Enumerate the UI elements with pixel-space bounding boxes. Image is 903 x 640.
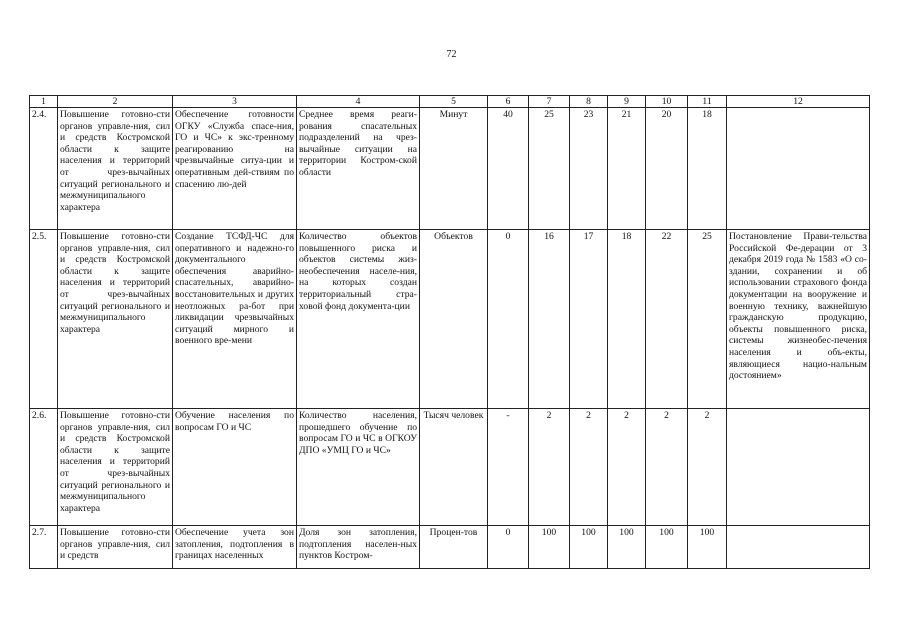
page-number: 72 xyxy=(446,49,457,60)
unit-cell: Тысяч человек xyxy=(420,409,488,526)
activity-cell: Обеспечение учета зон затопления, подтопления в границах населенных xyxy=(173,526,297,569)
header-cell: 11 xyxy=(688,96,727,108)
row-number-cell: 2.7. xyxy=(30,526,58,569)
header-cell: 4 xyxy=(297,96,420,108)
header-cell: 12 xyxy=(727,96,870,108)
value-cell: 18 xyxy=(608,230,646,409)
note-cell xyxy=(727,409,870,526)
header-cell: 7 xyxy=(529,96,570,108)
value-cell: 100 xyxy=(646,526,688,569)
value-cell: 100 xyxy=(608,526,646,569)
value-cell: 18 xyxy=(688,108,727,230)
header-cell: 8 xyxy=(570,96,608,108)
value-cell: 2 xyxy=(608,409,646,526)
value-cell: 23 xyxy=(570,108,608,230)
unit-cell: Процен-тов xyxy=(420,526,488,569)
activity-cell: Обучение населения по вопросам ГО и ЧС xyxy=(173,409,297,526)
table-row xyxy=(30,230,870,409)
header-cell: 2 xyxy=(58,96,173,108)
row-number-cell: 2.6. xyxy=(30,409,58,526)
value-cell: 2 xyxy=(646,409,688,526)
indicator-cell: Среднее время реаги-рования спасательных подразделений на чрез-вычайные ситуации на территории Костром-ской области xyxy=(297,108,420,230)
row-number-cell: 2.5. xyxy=(30,230,58,409)
task-cell: Повышение готовно-сти органов управле-ния, сил и средств xyxy=(58,526,173,569)
value-cell: 25 xyxy=(529,108,570,230)
value-cell: 0 xyxy=(488,230,529,409)
header-cell: 10 xyxy=(646,96,688,108)
activity-cell: Создание ТСФД-ЧС для оперативного и надежно-го документального обеспечения аварийно-спасательных, аварийно-восстановительных и других неотложных ра-бот при ликвидации чрезвычайных ситуаций мирного и военного вре-мени xyxy=(173,230,297,409)
indicators-table xyxy=(29,95,870,569)
value-cell: 40 xyxy=(488,108,529,230)
value-cell: 100 xyxy=(529,526,570,569)
value-cell: 100 xyxy=(688,526,727,569)
header-cell: 6 xyxy=(488,96,529,108)
value-cell: 17 xyxy=(570,230,608,409)
header-row xyxy=(30,96,870,108)
table-row xyxy=(30,108,870,230)
indicator-cell: Количество населения, прошедшего обучение по вопросам ГО и ЧС в ОГКОУ ДПО «УМЦ ГО и ЧС» xyxy=(297,409,420,526)
note-cell xyxy=(727,108,870,230)
value-cell: 0 xyxy=(488,526,529,569)
task-cell: Повышение готовно-сти органов управле-ния, сил и средств Костромской области к защите населения и территорий от чрез-вычайных ситуаций регионального и межмуниципального характера xyxy=(58,409,173,526)
value-cell: 2 xyxy=(688,409,727,526)
value-cell: 100 xyxy=(570,526,608,569)
header-cell: 5 xyxy=(420,96,488,108)
value-cell: 20 xyxy=(646,108,688,230)
value-cell: 2 xyxy=(570,409,608,526)
value-cell: 16 xyxy=(529,230,570,409)
value-cell: 22 xyxy=(646,230,688,409)
activity-cell: Обеспечение готовности ОГКУ «Служба спасе-ния, ГО и ЧС» к экс-тренному реагированию на чрезвычайные ситуа-ции и оперативным дей-ствиям по спасению лю-дей xyxy=(173,108,297,230)
header-cell: 1 xyxy=(30,96,58,108)
header-cell: 3 xyxy=(173,96,297,108)
task-cell: Повышение готовно-сти органов управле-ния, сил и средств Костромской области к защите населения и территорий от чрез-вычайных ситуаций регионального и межмуниципального характера xyxy=(58,230,173,409)
note-cell xyxy=(727,526,870,569)
value-cell: - xyxy=(488,409,529,526)
table-row xyxy=(30,409,870,526)
row-number-cell: 2.4. xyxy=(30,108,58,230)
header-cell: 9 xyxy=(608,96,646,108)
indicator-cell: Количество объектов повышенного риска и объектов системы жиз-необеспечения населе-ния, на которых создан территориальный стра-ховой фонд документа-ции xyxy=(297,230,420,409)
value-cell: 21 xyxy=(608,108,646,230)
value-cell: 25 xyxy=(688,230,727,409)
value-cell: 2 xyxy=(529,409,570,526)
unit-cell: Объектов xyxy=(420,230,488,409)
indicator-cell: Доля зон затопления, подтопления населен-ных пунктов Костром- xyxy=(297,526,420,569)
task-cell: Повышение готовно-сти органов управле-ния, сил и средств Костромской области к защите населения и территорий от чрез-вычайных ситуаций регионального и межмуниципального характера xyxy=(58,108,173,230)
note-cell: Постановление Прави-тельства Российской Фе-дерации от 3 декабря 2019 года № 1583 «О со-здании, сохранении и об использовании страхового фонда документации на вооружение и военную технику, важнейшую гражданскую продукцию, объекты повышенного риска, системы жизнеобес-печения населения и объ-екты, являющиеся нацио-нальным достоянием» xyxy=(727,230,870,409)
table-row xyxy=(30,526,870,569)
unit-cell: Минут xyxy=(420,108,488,230)
